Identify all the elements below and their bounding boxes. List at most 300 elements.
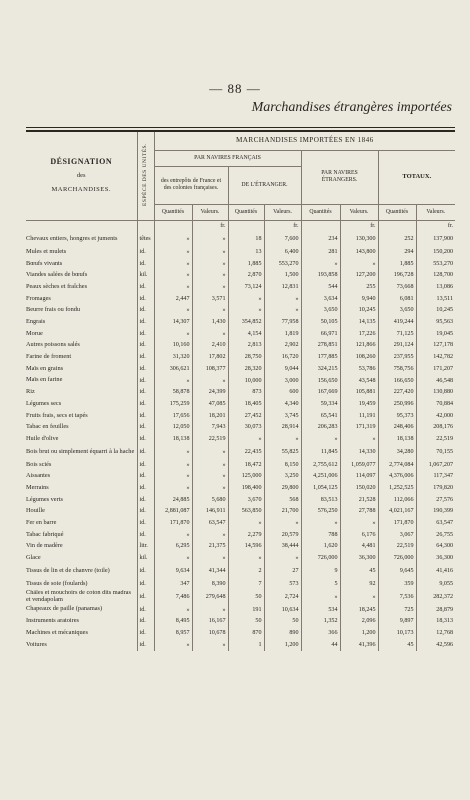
value-cell: 291,124 [378, 340, 416, 352]
designation-header: DÉSIGNATION des MARCHANDISES. [26, 132, 137, 220]
value-cell: 534 [301, 604, 340, 616]
value-cell: 6,400 [264, 246, 301, 258]
value-cell: 600 [264, 386, 301, 398]
page-number: — 88 — [209, 81, 261, 96]
value-cell: 21,528 [340, 494, 378, 506]
value-cell: 573 [264, 578, 301, 590]
value-cell: 208,176 [416, 422, 455, 434]
table-row [26, 552, 455, 564]
value-cell: » [154, 328, 192, 340]
value-cell: 2,813 [228, 340, 264, 352]
franc-unit: fr. [192, 220, 228, 232]
value-cell: 2,870 [228, 270, 264, 282]
franc-unit: fr. [340, 220, 378, 232]
value-cell: 553,270 [416, 258, 455, 270]
value-cell: 1,885 [228, 258, 264, 270]
value-cell: » [192, 445, 228, 459]
value-cell: 36,300 [340, 552, 378, 564]
value-cell: 9,645 [378, 564, 416, 578]
unit-cell: id. [137, 363, 154, 375]
value-cell: 166,650 [378, 375, 416, 387]
value-cell: 4,154 [228, 328, 264, 340]
value-cell: » [192, 232, 228, 246]
value-cell: 171,870 [378, 517, 416, 529]
table-row [26, 351, 455, 363]
value-cell: 14,330 [340, 445, 378, 459]
value-cell: 788 [301, 529, 340, 541]
value-cell: 3,250 [264, 471, 301, 483]
value-cell: » [192, 375, 228, 387]
entrepots-header: des entrepôts de France et des colonies françaises. [154, 166, 228, 204]
table-row [26, 305, 455, 317]
unit-cell: id. [137, 590, 154, 604]
table-row [26, 471, 455, 483]
value-cell: 8,390 [192, 578, 228, 590]
commodity-name: Châles et mouchoirs de coton dits madras et vendapolam [26, 589, 131, 603]
value-cell: 114,097 [340, 471, 378, 483]
commodity-name: Vin de madère [26, 542, 63, 550]
value-cell: 1,500 [264, 270, 301, 282]
table-body [26, 220, 455, 651]
value-cell: 18,472 [228, 459, 264, 471]
value-cell: 70,884 [416, 398, 455, 410]
value-cell: » [154, 471, 192, 483]
value-cell: 22,519 [192, 433, 228, 445]
value-cell: 4,251,006 [301, 471, 340, 483]
value-cell: 279,648 [192, 590, 228, 604]
table-row [26, 258, 455, 270]
value-cell: 13,511 [416, 293, 455, 305]
unit-cell: id. [137, 471, 154, 483]
value-cell: 13,086 [416, 281, 455, 293]
value-cell: » [192, 246, 228, 258]
value-cell: 47,085 [192, 398, 228, 410]
value-cell: 726,000 [301, 552, 340, 564]
value-cell: 4,340 [264, 398, 301, 410]
value-cell: 3,000 [264, 375, 301, 387]
value-cell: 3,670 [228, 494, 264, 506]
value-cell: 83,513 [301, 494, 340, 506]
foreign-ships-header: PAR NAVIRES ÉTRANGERS. [301, 150, 378, 204]
value-cell: 27,576 [416, 494, 455, 506]
value-cell: 28,320 [228, 363, 264, 375]
unit-cell: id. [137, 445, 154, 459]
value-cell: » [192, 604, 228, 616]
commodity-name: Riz [26, 388, 35, 396]
value-cell: 3,634 [301, 293, 340, 305]
value-cell: 758,756 [378, 363, 416, 375]
value-cell: » [192, 482, 228, 494]
value-cell: 8,495 [154, 615, 192, 627]
commodity-name: Tabac fabriqué [26, 530, 64, 538]
value-cell: 20,579 [264, 529, 301, 541]
value-cell: » [154, 445, 192, 459]
value-cell: 10,000 [228, 375, 264, 387]
unit-cell: id. [137, 604, 154, 616]
value-cell: » [154, 305, 192, 317]
value-cell: 14,135 [340, 316, 378, 328]
value-cell: 4,376,006 [378, 471, 416, 483]
value-cell: 28,914 [264, 422, 301, 434]
value-cell: 43,548 [340, 375, 378, 387]
value-cell: 41,416 [416, 564, 455, 578]
value-cell: 36,300 [416, 552, 455, 564]
commodity-name: Légumes secs [26, 399, 62, 407]
value-cell: 18,245 [340, 604, 378, 616]
value-cell: 55,825 [264, 445, 301, 459]
value-cell: » [154, 232, 192, 246]
value-cell: 7,486 [154, 590, 192, 604]
value-cell: 190,399 [416, 506, 455, 518]
value-cell: 142,782 [416, 351, 455, 363]
value-cell: 347 [154, 578, 192, 590]
value-cell: » [228, 552, 264, 564]
value-cell: » [154, 482, 192, 494]
value-cell: » [264, 552, 301, 564]
value-cell: 2,096 [340, 615, 378, 627]
value-cell: 9 [301, 564, 340, 578]
table-row [26, 529, 455, 541]
value-cell: 196,728 [378, 270, 416, 282]
value-cell: 70,155 [416, 445, 455, 459]
unit-cell: id. [137, 517, 154, 529]
value-cell: 28,750 [228, 351, 264, 363]
commodity-name: Voitures [26, 640, 47, 648]
value-cell: 19,045 [416, 328, 455, 340]
etranger-header: DE L'ÉTRANGER. [228, 166, 301, 204]
value-cell: 17,656 [154, 410, 192, 422]
value-cell: 13 [228, 246, 264, 258]
value-cell: 73,124 [228, 281, 264, 293]
commodity-name: Peaux sèches et fraîches [26, 282, 88, 290]
commodity-name: Merrains [26, 483, 49, 491]
value-cell: » [192, 305, 228, 317]
value-cell: 9,044 [264, 363, 301, 375]
value-cell: 171,319 [340, 422, 378, 434]
value-cell: 873 [228, 386, 264, 398]
commodity-name: Fromages [26, 294, 51, 302]
value-cell: 324,215 [301, 363, 340, 375]
value-cell: 359 [378, 578, 416, 590]
value-cell: 6,081 [378, 293, 416, 305]
value-cell: 4,021,167 [378, 506, 416, 518]
commodity-name: Tissus de soie (foulards) [26, 579, 88, 587]
value-cell: 127,200 [340, 270, 378, 282]
qty-header: Quantités [378, 204, 416, 220]
value-cell: 34,280 [378, 445, 416, 459]
table-row [26, 375, 455, 387]
value-cell: 3,745 [264, 410, 301, 422]
value-cell: 179,820 [416, 482, 455, 494]
table-row [26, 281, 455, 293]
table-row [26, 578, 455, 590]
value-cell: 73,668 [378, 281, 416, 293]
value-cell: 66,971 [301, 328, 340, 340]
unit-cell: id. [137, 351, 154, 363]
unit-cell: id. [137, 529, 154, 541]
commodity-name: Fer en barre [26, 519, 57, 526]
value-cell: 725 [378, 604, 416, 616]
table-row [26, 590, 455, 604]
value-cell: 14,307 [154, 316, 192, 328]
table-row [26, 422, 455, 434]
table-row [26, 494, 455, 506]
commodity-name: Aissantes [26, 472, 51, 480]
value-cell: » [301, 590, 340, 604]
value-cell: 227,420 [378, 386, 416, 398]
value-cell: 870 [228, 627, 264, 639]
commodity-name: Tabac en feuilles [26, 423, 69, 431]
val-header: Valeurs. [416, 204, 455, 220]
value-cell: 1,885 [378, 258, 416, 270]
table-row [26, 328, 455, 340]
value-cell: 6,295 [154, 541, 192, 553]
value-cell: 252 [378, 232, 416, 246]
value-cell: 24,885 [154, 494, 192, 506]
value-cell: 4,481 [340, 541, 378, 553]
commodity-name: Bois brut ou simplement équarri à la hache [26, 447, 135, 455]
value-cell: 2,447 [154, 293, 192, 305]
value-cell: 30,073 [228, 422, 264, 434]
value-cell: » [301, 517, 340, 529]
table-row [26, 316, 455, 328]
value-cell: 17,802 [192, 351, 228, 363]
value-cell: 8,957 [154, 627, 192, 639]
unit-cell: id. [137, 246, 154, 258]
unit-cell: id. [137, 459, 154, 471]
value-cell: 9,055 [416, 578, 455, 590]
value-cell: » [340, 258, 378, 270]
value-cell: » [154, 639, 192, 651]
value-cell: 171,207 [416, 363, 455, 375]
value-cell: 14,596 [228, 541, 264, 553]
value-cell: 18,405 [228, 398, 264, 410]
value-cell: » [154, 270, 192, 282]
value-cell: 12,768 [416, 627, 455, 639]
value-cell: » [192, 552, 228, 564]
value-cell: » [192, 459, 228, 471]
value-cell: 10,245 [340, 305, 378, 317]
commodity-name: Beurre frais ou fondu [26, 306, 81, 314]
value-cell: 27,788 [340, 506, 378, 518]
value-cell: 3,650 [301, 305, 340, 317]
unit-cell: id. [137, 639, 154, 651]
value-cell: 53,786 [340, 363, 378, 375]
value-cell: 234 [301, 232, 340, 246]
table-row [26, 627, 455, 639]
totals-header: TOTAUX. [378, 150, 455, 204]
table-row [26, 541, 455, 553]
franc-unit: fr. [416, 220, 455, 232]
value-cell: » [228, 433, 264, 445]
table-row [26, 386, 455, 398]
value-cell: 6,176 [340, 529, 378, 541]
value-cell: 1,620 [301, 541, 340, 553]
value-cell: 38,444 [264, 541, 301, 553]
table-row [26, 639, 455, 651]
value-cell: » [154, 459, 192, 471]
value-cell: 19,459 [340, 398, 378, 410]
value-cell: » [192, 529, 228, 541]
value-cell: 18,138 [154, 433, 192, 445]
value-cell: 18,313 [416, 615, 455, 627]
value-cell: 255 [340, 281, 378, 293]
value-cell: 130,300 [340, 232, 378, 246]
value-cell: 11,191 [340, 410, 378, 422]
value-cell: 9,634 [154, 564, 192, 578]
commodity-name: Mules et mulets [26, 247, 67, 255]
value-cell: 1 [228, 639, 264, 651]
value-cell: » [154, 604, 192, 616]
value-cell: » [192, 328, 228, 340]
value-cell: 175,259 [154, 398, 192, 410]
value-cell: » [264, 433, 301, 445]
value-cell: 28,879 [416, 604, 455, 616]
value-cell: 198,400 [228, 482, 264, 494]
value-cell: » [192, 281, 228, 293]
value-cell: 65,541 [301, 410, 340, 422]
value-cell: 10,160 [154, 340, 192, 352]
value-cell: 26,755 [416, 529, 455, 541]
value-cell: 2,755,612 [301, 459, 340, 471]
value-cell: 7,536 [378, 590, 416, 604]
qty-header: Quantités [301, 204, 340, 220]
value-cell: 2,881,087 [154, 506, 192, 518]
commodity-name: Bois sciés [26, 460, 52, 468]
unit-cell: id. [137, 386, 154, 398]
value-cell: 306,621 [154, 363, 192, 375]
commodity-name: Viandes salées de bœufs [26, 271, 88, 279]
unit-cell: id. [137, 564, 154, 578]
value-cell: » [301, 433, 340, 445]
value-cell: 193,858 [301, 270, 340, 282]
value-cell: 1,067,207 [416, 459, 455, 471]
value-cell: 130,880 [416, 386, 455, 398]
val-header: Valeurs. [192, 204, 228, 220]
value-cell: 10,634 [264, 604, 301, 616]
value-cell: 45 [378, 639, 416, 651]
value-cell: 22,435 [228, 445, 264, 459]
value-cell: » [192, 471, 228, 483]
commodity-name: Maïs en farine [26, 376, 63, 384]
value-cell: 105,881 [340, 386, 378, 398]
commodity-name: Légumes verts [26, 495, 63, 503]
value-cell: 1,054,125 [301, 482, 340, 494]
value-cell: 77,958 [264, 316, 301, 328]
table-row [26, 270, 455, 282]
value-cell: » [264, 517, 301, 529]
value-cell: 726,000 [378, 552, 416, 564]
value-cell: 42,596 [416, 639, 455, 651]
unit-cell: litr. [137, 541, 154, 553]
value-cell: 12,831 [264, 281, 301, 293]
value-cell: 3,571 [192, 293, 228, 305]
value-cell: » [154, 258, 192, 270]
value-cell: 167,669 [301, 386, 340, 398]
unit-cell: id. [137, 281, 154, 293]
value-cell: 3,067 [378, 529, 416, 541]
value-cell: 63,547 [192, 517, 228, 529]
value-cell: 294 [378, 246, 416, 258]
value-cell: 544 [301, 281, 340, 293]
franc-unit: fr. [264, 220, 301, 232]
value-cell: 18,138 [378, 433, 416, 445]
table-row [26, 482, 455, 494]
value-cell: 46,548 [416, 375, 455, 387]
value-cell: 10,678 [192, 627, 228, 639]
unit-cell: id. [137, 375, 154, 387]
value-cell: 21,375 [192, 541, 228, 553]
value-cell: 17,226 [340, 328, 378, 340]
value-cell: » [301, 258, 340, 270]
value-cell: » [154, 529, 192, 541]
commodity-name: Farine de froment [26, 353, 72, 361]
value-cell: 45 [340, 564, 378, 578]
commodity-name: Bœufs vivants [26, 259, 63, 267]
value-cell: 237,955 [378, 351, 416, 363]
value-cell: 206,283 [301, 422, 340, 434]
table-row [26, 398, 455, 410]
value-cell: 50,105 [301, 316, 340, 328]
value-cell: » [192, 258, 228, 270]
value-cell: 10,173 [378, 627, 416, 639]
value-cell: 191 [228, 604, 264, 616]
value-cell: 42,000 [416, 410, 455, 422]
table-row [26, 232, 455, 246]
table-row [26, 246, 455, 258]
commodity-name: Glace [26, 554, 41, 562]
value-cell: 568 [264, 494, 301, 506]
value-cell: 112,066 [378, 494, 416, 506]
french-ships-header: PAR NAVIRES FRANÇAIS [154, 150, 301, 166]
value-cell: 9,940 [340, 293, 378, 305]
val-header: Valeurs. [264, 204, 301, 220]
value-cell: 7,600 [264, 232, 301, 246]
unit-cell: kil. [137, 552, 154, 564]
value-cell: 127,178 [416, 340, 455, 352]
value-cell: 7,943 [192, 422, 228, 434]
value-cell: 117,347 [416, 471, 455, 483]
value-cell: 50 [264, 615, 301, 627]
value-cell: 1,059,077 [340, 459, 378, 471]
commodity-name: Fruits frais, secs et tapés [26, 411, 88, 419]
value-cell: 3,650 [378, 305, 416, 317]
value-cell: 278,851 [301, 340, 340, 352]
table-row [26, 445, 455, 459]
commodity-name: Instruments aratoires [26, 617, 79, 625]
table-row [26, 459, 455, 471]
value-cell: 22,519 [378, 541, 416, 553]
value-cell: 2,902 [264, 340, 301, 352]
table-row [26, 410, 455, 422]
value-cell: 16,167 [192, 615, 228, 627]
value-cell: 563,850 [228, 506, 264, 518]
value-cell: 150,200 [416, 246, 455, 258]
value-cell: » [264, 293, 301, 305]
value-cell: » [192, 270, 228, 282]
value-cell: 63,547 [416, 517, 455, 529]
commodity-name: Maïs en grains [26, 364, 64, 372]
value-cell: 22,519 [416, 433, 455, 445]
unit-cell: id. [137, 293, 154, 305]
unit-cell: id. [137, 305, 154, 317]
value-cell: 41,396 [340, 639, 378, 651]
value-cell: » [154, 281, 192, 293]
value-cell: 18 [228, 232, 264, 246]
value-cell: 31,320 [154, 351, 192, 363]
value-cell: 156,650 [301, 375, 340, 387]
table-row [26, 517, 455, 529]
